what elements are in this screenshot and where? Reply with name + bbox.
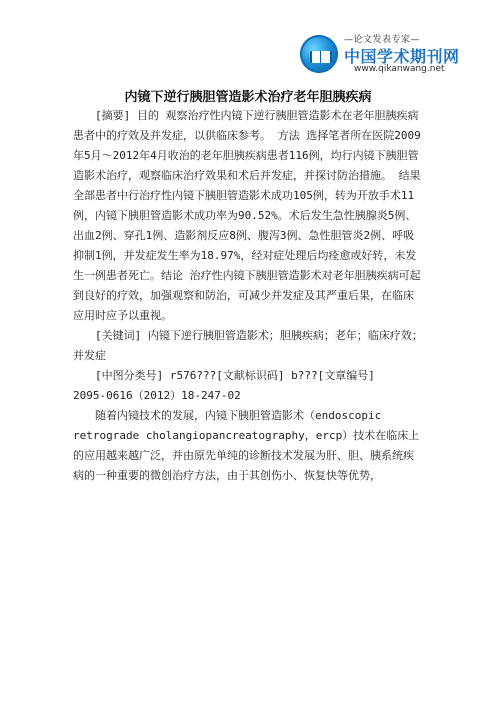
abstract-paragraph: [摘要] 目的 观察治疗性内镜下逆行胰胆管造影术在老年胆胰疾病患者中的疗效及并发症，以供临床参考。 方法 选择笔者所在医院2009年5月～2012年4月收治的老年胆胰疾病患者116例，均行内镜下胰胆管造影术治疗，观察临床治疗效果和术后并发症，并探讨防治措施。 结果 全部患者中行治疗性内镜下胰胆管造影术成功105例，转为开放手术11例，内镜下胰胆管造影术成功率为90.52%。术后发生急性胰腺炎5例、出血2例、穿孔1例、造影剂反应8例、腹泻3例、急性胆管炎2例、呼吸抑制1例，并发症发生率为18.97%，经对症处理后均痊愈或好转，未发生一例患者死亡。结论 治疗性内镜下胰胆管造影术对老年胆胰疾病可起到良好的疗效，加强观察和防治，可减少并发症及其严重后果，在临床应用时应予以重视。 — [73, 109, 421, 322]
globe-icon — [300, 35, 338, 73]
intro-paragraph: 随着内镜技术的发展，内镜下胰胆管造影术（endoscopic retrograde cholangiopancreatography，ercp）技术在临床上的应用越来越广泛，并由原先单纯的诊断技术发展为肝、胆、胰系统疾病的一种重要的微创治疗方法，由于其创伤小、恢复快等优势， — [73, 409, 420, 482]
article-title: 内镜下逆行胰胆管造影术治疗老年胆胰疾病 — [124, 90, 372, 105]
logo-url: www.qikanwang.net — [354, 64, 445, 74]
article-number-line: 2095-0616（2012）18-247-02 — [73, 389, 241, 402]
site-logo[interactable] — [300, 30, 460, 82]
keywords-paragraph: [关键词] 内镜下逆行胰胆管造影术；胆胰疾病；老年；临床疗效；并发症 — [73, 329, 423, 362]
article-body — [73, 106, 423, 486]
logo-brand: 中国学术期刊网 — [344, 47, 460, 66]
classification-line: [中图分类号] r576???[文献标识码] b???[文章编号] — [95, 369, 375, 382]
logo-tagline: —论文发表专家— — [344, 35, 421, 45]
book-icon — [310, 51, 332, 63]
